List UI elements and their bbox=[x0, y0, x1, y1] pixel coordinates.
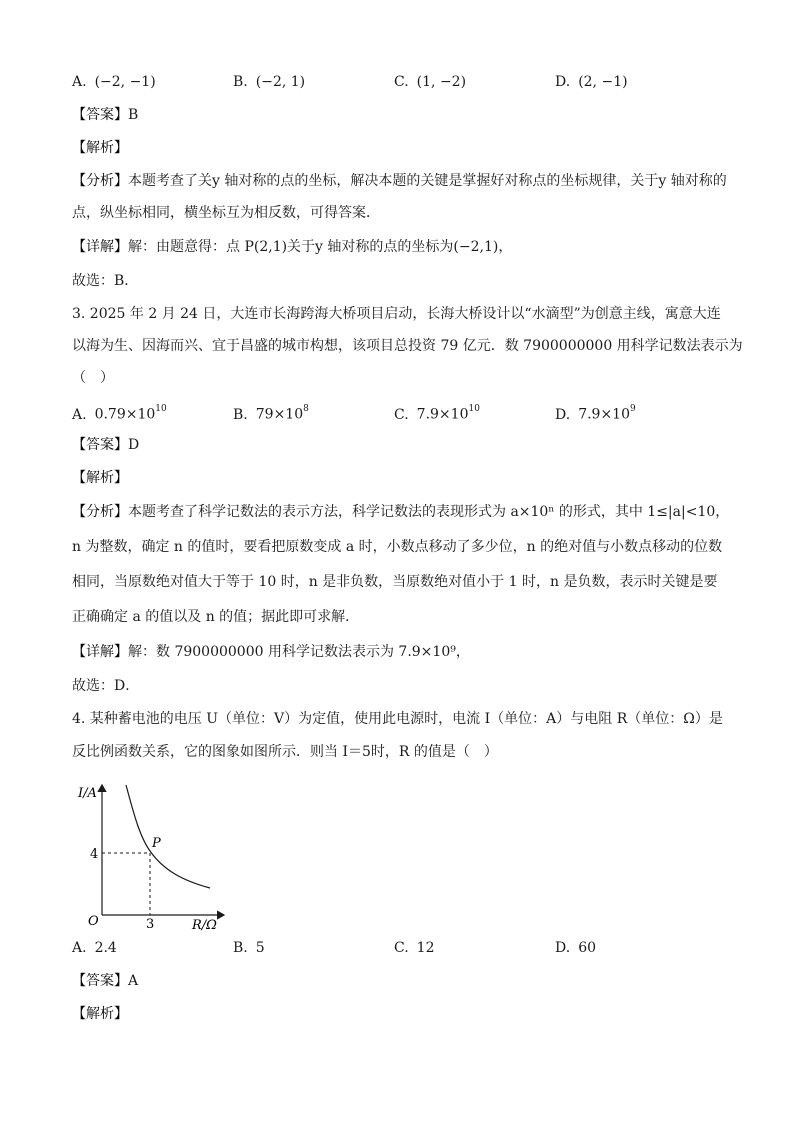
origin-label: O bbox=[88, 914, 99, 929]
y-axis-label: I/A bbox=[78, 786, 97, 801]
q2-options bbox=[72, 71, 732, 93]
q3-stem-line1: 3. 2025 年 2 月 24 日，大连市长海跨海大桥项目启动，长海大桥设计以“水滴型”为创意主线，寓意大连 bbox=[72, 306, 721, 322]
q3-stem-line3: （ ） bbox=[72, 370, 114, 386]
document-page bbox=[72, 66, 743, 1025]
q2-fenxi-line2: 点，纵坐标相同，横坐标互为相反数，可得答案． bbox=[72, 205, 380, 221]
q3-fenxi-line3: 相同，当原数绝对值大于等于 10 时，n 是非负数，当原数绝对值小于 1 时，n 是负数，表示时关键是要 bbox=[72, 574, 718, 590]
q3-choose: 故选：D． bbox=[72, 678, 140, 694]
q3-option-d: D. $7.9\times 10^9$ bbox=[555, 404, 636, 423]
q2-fenxi-line1: 【分析】本题考查了关y 轴对称的点的坐标，解决本题的关键是掌握好对称点的坐标规律，关于y 轴对称的 bbox=[72, 173, 727, 189]
q2-option-b: B. (−2, 1) bbox=[233, 74, 306, 90]
q3-fenxi-line4: 正确确定 a 的值以及 n 的值；据此即可求解． bbox=[72, 609, 360, 625]
q3-option-c: C. $7.9\times 10^{10}$ bbox=[394, 404, 480, 423]
q3-stem-line2: 以海为生、因海而兴、宜于昌盛的城市构想，该项目总投资 79 亿元．数 7900000000 用科学记数法表示为 bbox=[72, 338, 743, 354]
q3-answer: 【答案】D bbox=[72, 437, 140, 453]
q4-answer: 【答案】A bbox=[72, 973, 139, 989]
q4-option-d: D. 60 bbox=[555, 940, 597, 956]
q3-detail: 【详解】解：数 7900000000 用科学记数法表示为 7.9×10⁹， bbox=[72, 644, 470, 660]
q2-option-d: D. (2, −1) bbox=[555, 74, 628, 90]
q4-option-b: B. 5 bbox=[233, 940, 265, 956]
q4-option-a: A. 2.4 bbox=[72, 940, 117, 956]
q3-analysis-heading: 【解析】 bbox=[72, 470, 128, 486]
inverse-curve bbox=[126, 785, 210, 888]
graph-svg bbox=[76, 775, 236, 933]
q3-fenxi-line1: 【分析】本题考查了科学记数法的表示方法，科学记数法的表现形式为 a×10ⁿ 的形式，其中 1≤|a|<10， bbox=[72, 504, 730, 520]
q4-analysis-heading: 【解析】 bbox=[72, 1006, 128, 1022]
q4-options bbox=[72, 937, 732, 959]
q4-stem-line1: 4. 某种蓄电池的电压 U（单位：V）为定值，使用此电源时，电流 I（单位：A）与电阻 R（单位：Ω）是 bbox=[72, 711, 723, 727]
y-tick-4: 4 bbox=[90, 847, 99, 862]
q2-answer: 【答案】B bbox=[72, 107, 139, 123]
q3-fenxi-line2: n 为整数，确定 n 的值时，要看把原数变成 a 时，小数点移动了多少位，n 的绝对值与小数点移动的位数 bbox=[72, 539, 723, 555]
q3-option-b: B. $79\times 10^8$ bbox=[233, 404, 309, 423]
q2-option-a: A. (−2, −1) bbox=[72, 74, 156, 90]
q4-inverse-graph bbox=[76, 775, 236, 933]
q2-option-c: C. (1, −2) bbox=[394, 74, 467, 90]
q4-option-c: C. 12 bbox=[394, 940, 435, 956]
x-tick-3: 3 bbox=[146, 917, 155, 932]
x-axis-label: R/Ω bbox=[192, 918, 217, 933]
q2-analysis-heading: 【解析】 bbox=[72, 140, 128, 156]
q3-options bbox=[72, 400, 732, 422]
q2-choose: 故选：B． bbox=[72, 273, 139, 289]
q4-stem-line2: 反比例函数关系，它的图象如图所示．则当 I＝5时，R 的值是（ ） bbox=[72, 744, 498, 760]
point-p-label: P bbox=[152, 836, 161, 851]
q3-option-a: A. $0.79\times 10^{10}$ bbox=[72, 404, 167, 423]
q2-detail: 【详解】解：由题意得：点 P(2,1)关于y 轴对称的点的坐标为(−2,1)， bbox=[72, 239, 513, 255]
